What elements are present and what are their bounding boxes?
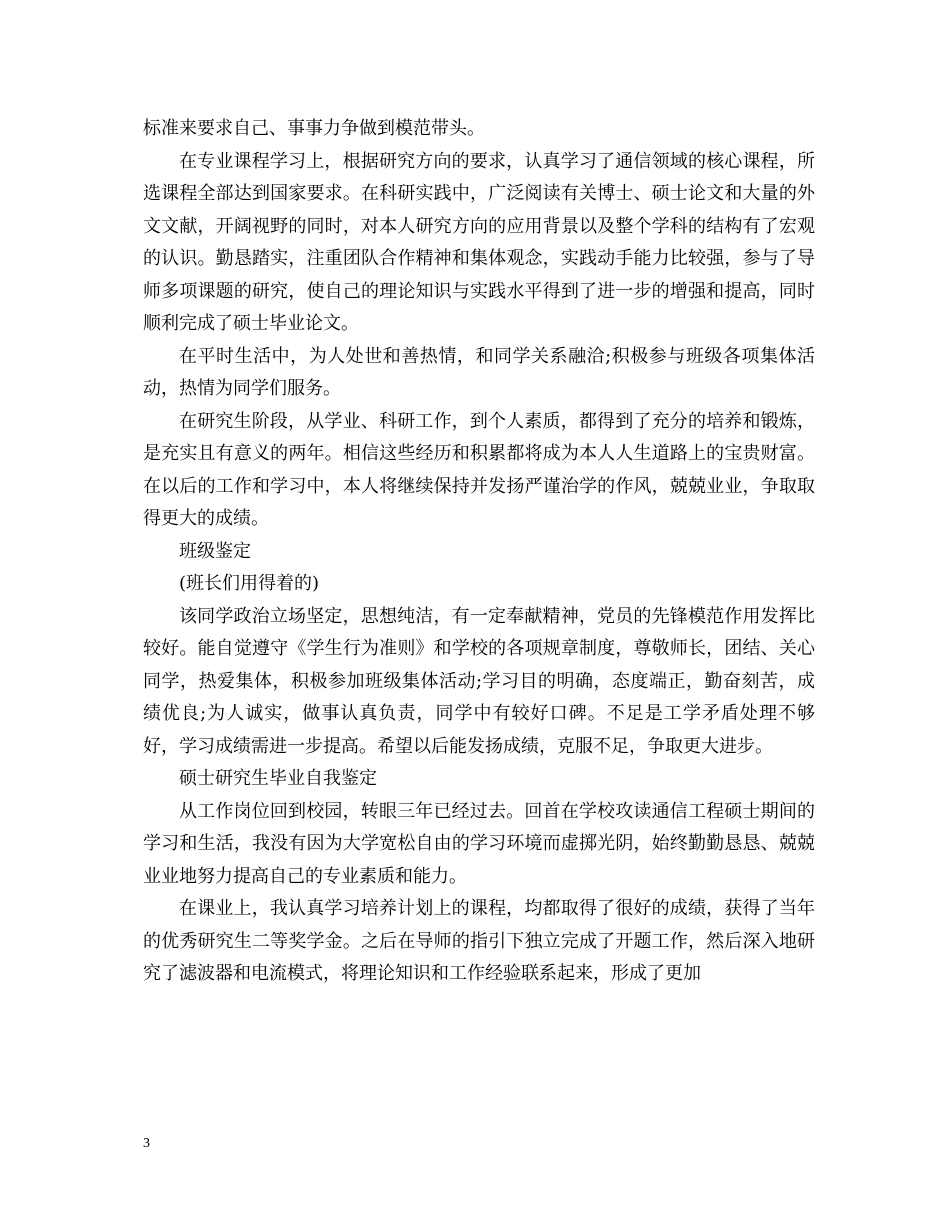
section-heading-self-appraisal: 硕士研究生毕业自我鉴定	[179, 768, 377, 789]
paragraph-daily-life: 在平时生活中，为人处世和善热情，和同学关系融洽;积极参与班级各项集体活动，热情为同学们服务。	[143, 345, 815, 399]
paragraph-class-appraisal: 该同学政治立场坚定，思想纯洁，有一定奉献精神，党员的先锋模范作用发挥比较好。能自觉遵守《学生行为准则》和学校的各项规章制度，尊敬师长，团结、关心同学，热爱集体，积极参加班级集体活动;学习目的明确，态度端正，勤奋刻苦，成绩优良;为人诚实，做事认真负责，同学中有较好口碑。不足是工学矛盾处理不够好，学习成绩需进一步提高。希望以后能发扬成绩，克服不足，争取更大进步。	[143, 605, 815, 757]
document-body	[143, 113, 815, 991]
section-heading-class-appraisal: 班级鉴定	[179, 540, 251, 562]
paragraph-course-study: 在专业课程学习上，根据研究方向的要求，认真学习了通信领域的核心课程，所选课程全部达到国家要求。在科研实践中，广泛阅读有关博士、硕士论文和大量的外文文献，开阔视野的同时，对本人研究方向的应用背景以及整个学科的结构有了宏观的认识。勤恳踏实，注重团队合作精神和集体观念，实践动手能力比较强，参与了导师多项课题的研究，使自己的理论知识与实践水平得到了进一步的增强和提高，同时顺利完成了硕士毕业论文。	[143, 150, 815, 334]
paragraph-continuation: 标准来要求自己、事事力争做到模范带头。	[143, 118, 485, 139]
paragraph-coursework: 在课业上，我认真学习培养计划上的课程，均都取得了很好的成绩，获得了当年的优秀研究生二等奖学金。之后在导师的指引下独立完成了开题工作，然后深入地研究了滤波器和电流模式，将理论知识和工作经验联系起来，形成了更加	[143, 898, 815, 984]
paragraph-graduate-summary: 在研究生阶段，从学业、科研工作，到个人素质，都得到了充分的培养和锻炼，是充实且有意义的两年。相信这些经历和积累都将成为本人人生道路上的宝贵财富。在以后的工作和学习中，本人将继续保持并发扬严谨治学的作风，兢兢业业，争取取得更大的成绩。	[143, 410, 815, 529]
section-subheading-note: (班长们用得着的)	[179, 573, 320, 594]
paragraph-return-to-campus: 从工作岗位回到校园，转眼三年已经过去。回首在学校攻读通信工程硕士期间的学习和生活，我没有因为大学宽松自由的学习环境而虚掷光阴，始终勤勤恳恳、兢兢业业地努力提高自己的专业素质和能力。	[143, 800, 815, 887]
page-number: 3	[143, 1136, 150, 1151]
